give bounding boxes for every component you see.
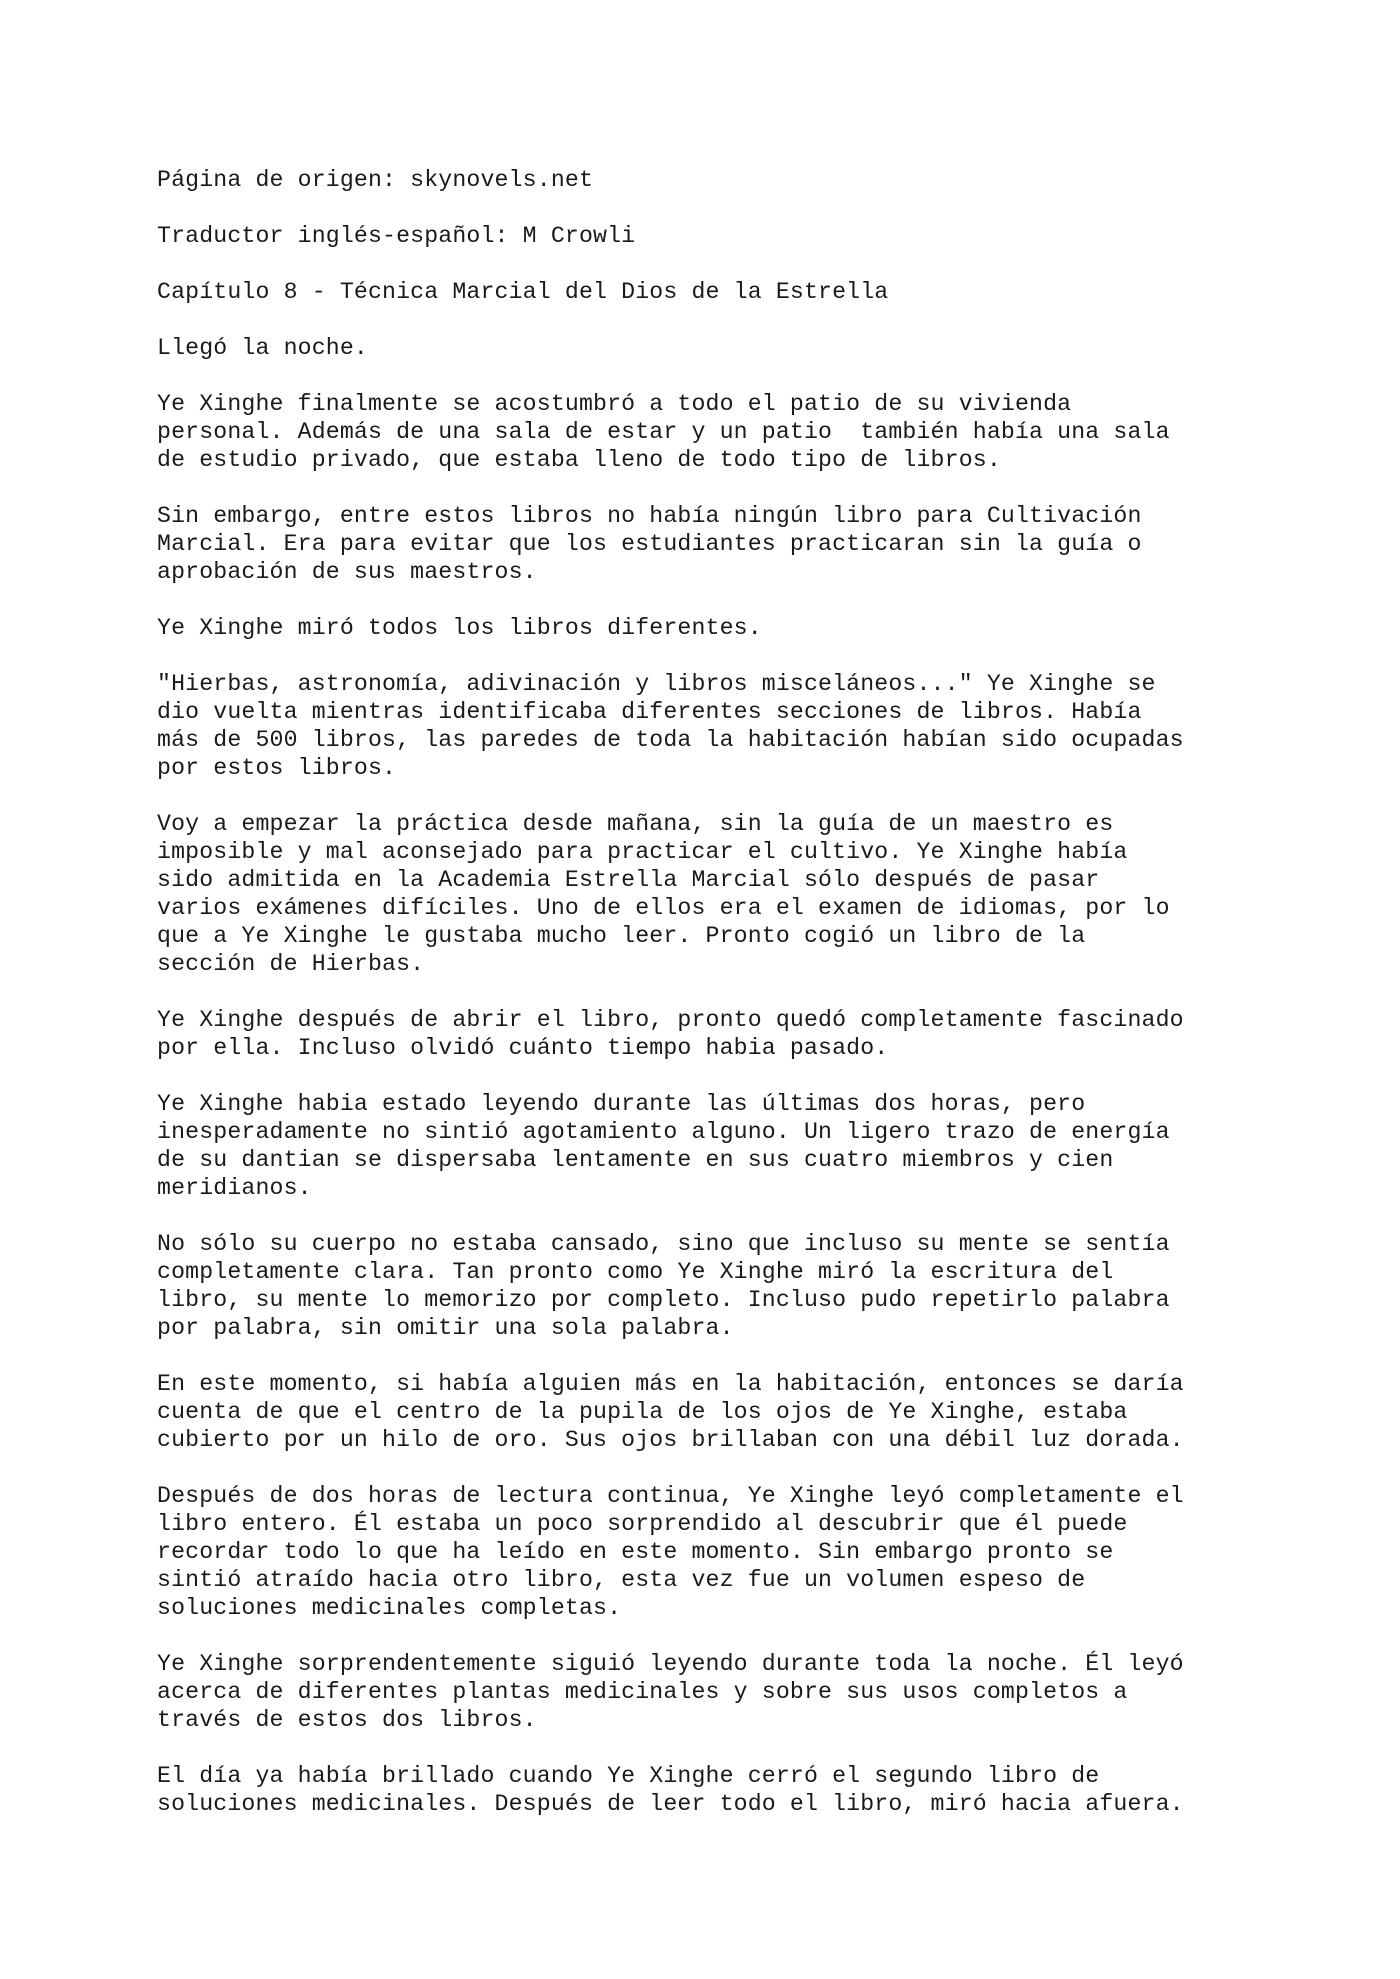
translator-line: Traductor inglés-español: M Crowli	[157, 223, 636, 249]
document-body	[157, 166, 1297, 1846]
paragraph: Voy a empezar la práctica desde mañana, sin la guía de un maestro es imposible y mal aconsejado para practicar el cultivo. Ye Xinghe había sido admitida en la Academia Estrella Marcial sólo después de pasar varios exámenes difíciles. Uno de ellos era el examen de idiomas, por lo que a Ye Xinghe le gustaba mucho leer. Pronto cogió un libro de la sección de Hierbas.	[157, 811, 1170, 977]
chapter-title: Capítulo 8 - Técnica Marcial del Dios de la Estrella	[157, 279, 889, 305]
paragraph: Ye Xinghe miró todos los libros diferentes.	[157, 615, 762, 641]
paragraph: Ye Xinghe finalmente se acostumbró a todo el patio de su vivienda personal. Además de una sala de estar y un patio también había una sala de estudio privado, que estaba lleno de todo tipo de libros.	[157, 391, 1170, 473]
paragraph: Sin embargo, entre estos libros no había ningún libro para Cultivación Marcial. Era para evitar que los estudiantes practicaran sin la guía o aprobación de sus maestros.	[157, 503, 1142, 585]
paragraph: "Hierbas, astronomía, adivinación y libros misceláneos..." Ye Xinghe se dio vuelta mientras identificaba diferentes secciones de libros. Había más de 500 libros, las paredes de toda la habitación habían sido ocupadas por estos libros.	[157, 671, 1184, 781]
paragraph: Ye Xinghe después de abrir el libro, pronto quedó completamente fascinado por ella. Incluso olvidó cuánto tiempo habia pasado.	[157, 1007, 1184, 1061]
paragraph: Ye Xinghe sorprendentemente siguió leyendo durante toda la noche. Él leyó acerca de diferentes plantas medicinales y sobre sus usos completos a través de estos dos libros.	[157, 1651, 1184, 1733]
paragraph: Ye Xinghe habia estado leyendo durante las últimas dos horas, pero inesperadamente no sintió agotamiento alguno. Un ligero trazo de energía de su dantian se dispersaba lentamente en sus cuatro miembros y cien meridianos.	[157, 1091, 1170, 1201]
source-line: Página de origen: skynovels.net	[157, 167, 594, 193]
paragraph: En este momento, si había alguien más en la habitación, entonces se daría cuenta de que el centro de la pupila de los ojos de Ye Xinghe, estaba cubierto por un hilo de oro. Sus ojos brillaban con una débil luz dorada.	[157, 1371, 1184, 1453]
paragraph: Llegó la noche.	[157, 335, 368, 361]
paragraph: El día ya había brillado cuando Ye Xinghe cerró el segundo libro de soluciones medicinales. Después de leer todo el libro, miró hacia afuera.	[157, 1763, 1184, 1817]
paragraph: Después de dos horas de lectura continua, Ye Xinghe leyó completamente el libro entero. Él estaba un poco sorprendido al descubrir que él puede recordar todo lo que ha leído en este momento. Sin embargo pronto se sintió atraído hacia otro libro, esta vez fue un volumen espeso de soluciones medicinales completas.	[157, 1483, 1184, 1621]
paragraph: No sólo su cuerpo no estaba cansado, sino que incluso su mente se sentía completamente clara. Tan pronto como Ye Xinghe miró la escritura del libro, su mente lo memorizo por completo. Incluso pudo repetirlo palabra por palabra, sin omitir una sola palabra.	[157, 1231, 1170, 1341]
